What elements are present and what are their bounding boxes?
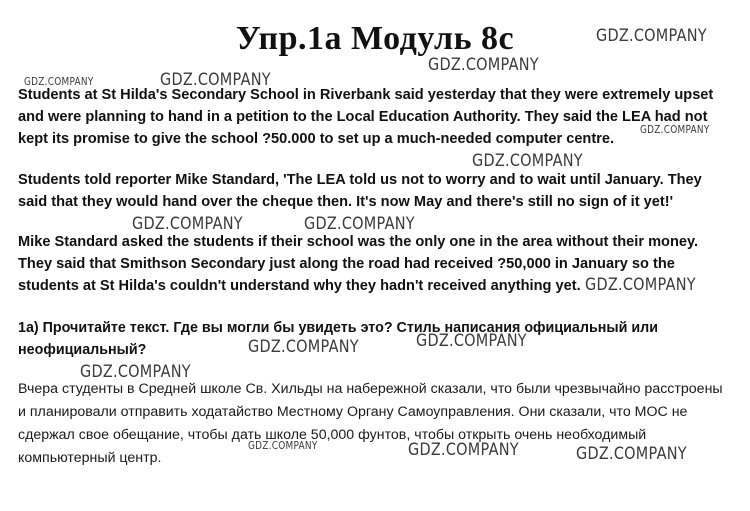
watermark: GDZ.COMPANY bbox=[596, 26, 707, 46]
watermark: GDZ.COMPANY bbox=[585, 275, 696, 295]
paragraph-smithson-secondary: Mike Standard asked the students if their school was the only one in the area without their money. They said that Smithson Secondary just along the road had received ?50,000 in January so the students at St Hilda's couldn't understand why they hadn't received anything yet. bbox=[18, 234, 699, 294]
watermark: GDZ.COMPANY bbox=[132, 214, 243, 234]
watermark: GDZ.COMPANY bbox=[576, 444, 687, 464]
watermark: GDZ.COMPANY bbox=[160, 70, 271, 90]
watermark: GDZ.COMPANY bbox=[640, 124, 710, 136]
paragraph-students-upset: Students at St Hilda's Secondary School in Riverbank said yesterday that they were extremely upset and were planning to hand in a petition to the Local Education Authority. They said the LEA had not kept its promise to give the school ?50.000 to set up a much-needed computer centre. bbox=[18, 87, 714, 147]
exercise-question: 1a) Прочитайте текст. Где вы могли бы увидеть это? Стиль написания официальный или неофициальный? bbox=[18, 320, 659, 358]
watermark: GDZ.COMPANY bbox=[416, 331, 527, 351]
translation-text: Вчера студенты в Средней школе Св. Хильды на набережной сказали, что были чрезвычайно расстроены и планировали отправить ходатайство Местному Органу Самоуправления. Они сказали, что МОС не сдержал свое обещание, чтобы дать школе 50,000 фунтов, чтобы открыть очень необходимый компьютерный центр. bbox=[18, 381, 723, 466]
watermark: GDZ.COMPANY bbox=[428, 55, 539, 75]
watermark: GDZ.COMPANY bbox=[24, 76, 94, 88]
watermark: GDZ.COMPANY bbox=[248, 440, 318, 452]
page-title: Упр.1а Модуль 8с bbox=[235, 20, 515, 57]
paragraph-reporter-quote: Students told reporter Mike Standard, 'The LEA told us not to worry and to wait until January. They said that they would hand over the cheque then. It's now May and there's still no sign of it yet!' bbox=[18, 172, 702, 210]
watermark: GDZ.COMPANY bbox=[80, 362, 191, 382]
watermark: GDZ.COMPANY bbox=[408, 440, 519, 460]
watermark: GDZ.COMPANY bbox=[248, 337, 359, 357]
watermark: GDZ.COMPANY bbox=[472, 151, 583, 171]
watermark: GDZ.COMPANY bbox=[304, 214, 415, 234]
